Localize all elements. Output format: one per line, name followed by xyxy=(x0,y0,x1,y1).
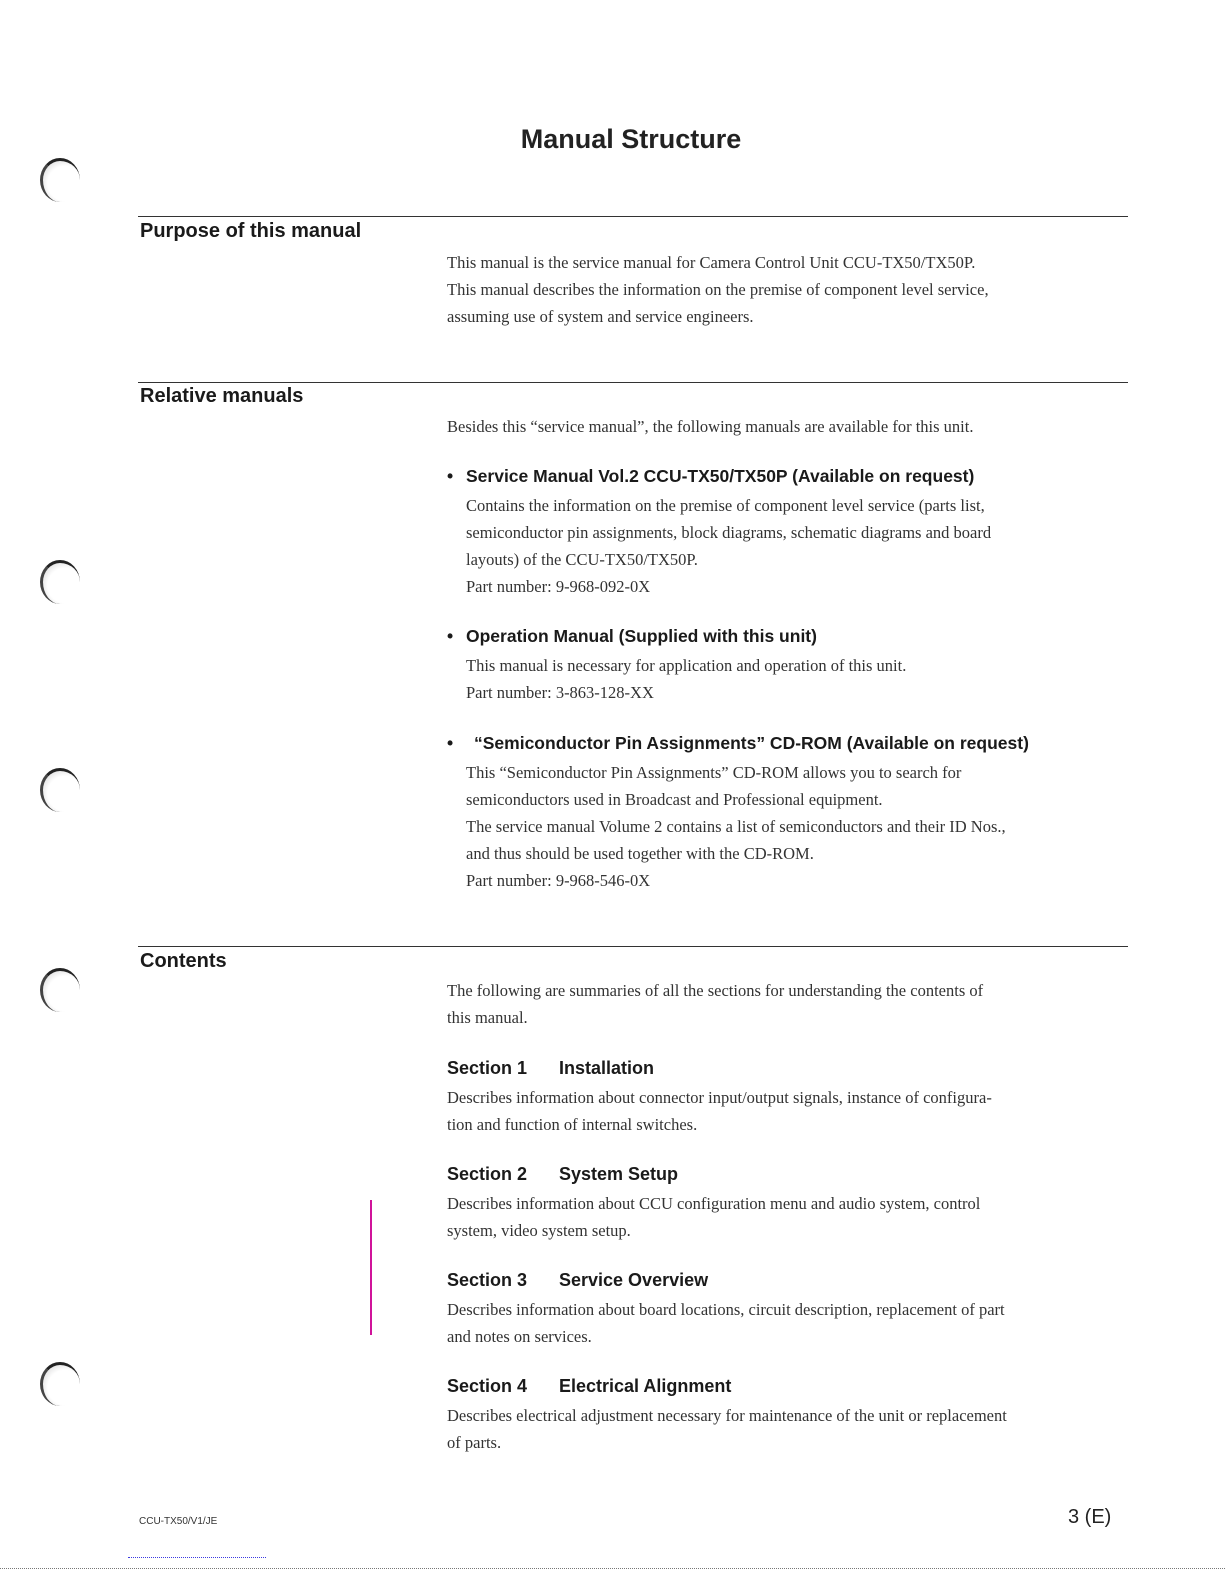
manual-item-line: This manual is necessary for application and operation of this unit. xyxy=(466,656,907,675)
page-number: 3 (E) xyxy=(1068,1506,1112,1528)
section-description xyxy=(447,1402,1127,1456)
section-line: system, video system setup. xyxy=(447,1221,631,1240)
section-title xyxy=(447,1164,678,1185)
manual-item-line: Part number: 9-968-546-0X xyxy=(466,871,651,890)
binder-hole-3 xyxy=(40,768,80,812)
manual-item-line: and thus should be used together with the CD-ROM. xyxy=(466,844,814,863)
contents-heading: Contents xyxy=(140,950,227,972)
section-line: Describes information about CCU configuration menu and audio system, control xyxy=(447,1194,981,1213)
section-line: of parts. xyxy=(447,1433,502,1452)
purpose-body xyxy=(447,249,1127,330)
manual-item-line: The service manual Volume 2 contains a list of semiconductors and their ID Nos., xyxy=(466,817,1006,836)
document-code: CCU-TX50/V1/JE xyxy=(139,1516,218,1527)
manual-item-line: This “Semiconductor Pin Assignments” CD-ROM allows you to search for xyxy=(466,763,962,782)
section-name: Installation xyxy=(559,1058,655,1078)
relative-intro xyxy=(447,413,1127,440)
binder-hole-2 xyxy=(40,560,80,604)
section-line: and notes on services. xyxy=(447,1327,592,1346)
section-number: Section 1 xyxy=(447,1058,528,1078)
contents-intro-line: this manual. xyxy=(447,1008,528,1027)
binder-hole-5 xyxy=(40,1362,80,1406)
relative-intro-text: Besides this “service manual”, the following manuals are available for this unit. xyxy=(447,417,974,436)
binder-hole-1 xyxy=(40,158,80,202)
section-title xyxy=(447,1270,708,1291)
section-line: Describes information about connector input/output signals, instance of configura- xyxy=(447,1088,992,1107)
manual-item-body xyxy=(466,492,1130,600)
manual-item-line: layouts) of the CCU-TX50/TX50P. xyxy=(466,550,698,569)
section-rule-contents xyxy=(138,946,1128,947)
section-title xyxy=(447,1058,654,1079)
manual-item-line: Part number: 9-968-092-0X xyxy=(466,577,651,596)
manual-item-line: semiconductor pin assignments, block diagrams, schematic diagrams and board xyxy=(466,523,992,542)
section-description xyxy=(447,1296,1127,1350)
relative-heading: Relative manuals xyxy=(140,385,304,407)
bullet: • xyxy=(447,626,454,646)
revision-mark xyxy=(370,1200,372,1335)
page-title: Manual Structure xyxy=(520,124,742,154)
manual-item-line: Part number: 3-863-128-XX xyxy=(466,683,654,702)
manual-item-title: • Operation Manual (Supplied with this unit) xyxy=(447,626,817,646)
contents-intro-line: The following are summaries of all the sections for understanding the contents of xyxy=(447,981,984,1000)
section-line: tion and function of internal switches. xyxy=(447,1115,698,1134)
section-title xyxy=(447,1376,731,1397)
binder-hole-4 xyxy=(40,968,80,1012)
manual-item-title: • Service Manual Vol.2 CCU-TX50/TX50P (Available on request) xyxy=(447,466,975,486)
section-line: Describes information about board locations, circuit description, replacement of part xyxy=(447,1300,1005,1319)
manual-item-body xyxy=(466,759,1130,894)
section-number: Section 3 xyxy=(447,1270,528,1290)
section-rule-relative xyxy=(138,382,1128,383)
section-description xyxy=(447,1084,1127,1138)
manual-item-title: • “Semiconductor Pin Assignments” CD-ROM (Available on request) xyxy=(447,733,1029,753)
purpose-line: This manual describes the information on the premise of component level service, xyxy=(447,280,989,299)
manual-item-line: semiconductors used in Broadcast and Professional equipment. xyxy=(466,790,883,809)
section-description xyxy=(447,1190,1127,1244)
bullet: • xyxy=(447,466,454,486)
page-bottom-edge xyxy=(0,1568,1225,1569)
section-number: Section 4 xyxy=(447,1376,528,1396)
manual-item-body xyxy=(466,652,1130,706)
section-name: Service Overview xyxy=(559,1270,709,1290)
bullet: • xyxy=(447,733,454,753)
scan-artifact-line xyxy=(128,1557,266,1558)
manual-item-line: Contains the information on the premise of component level service (parts list, xyxy=(466,496,985,515)
section-name: Electrical Alignment xyxy=(559,1376,732,1396)
section-line: Describes electrical adjustment necessary for maintenance of the unit or replacement xyxy=(447,1406,1007,1425)
section-name: System Setup xyxy=(559,1164,679,1184)
section-rule-purpose xyxy=(138,216,1128,217)
purpose-heading: Purpose of this manual xyxy=(140,220,362,242)
section-number: Section 2 xyxy=(447,1164,528,1184)
purpose-line: This manual is the service manual for Camera Control Unit CCU-TX50/TX50P. xyxy=(447,253,976,272)
contents-intro xyxy=(447,977,1127,1031)
purpose-line: assuming use of system and service engineers. xyxy=(447,307,754,326)
